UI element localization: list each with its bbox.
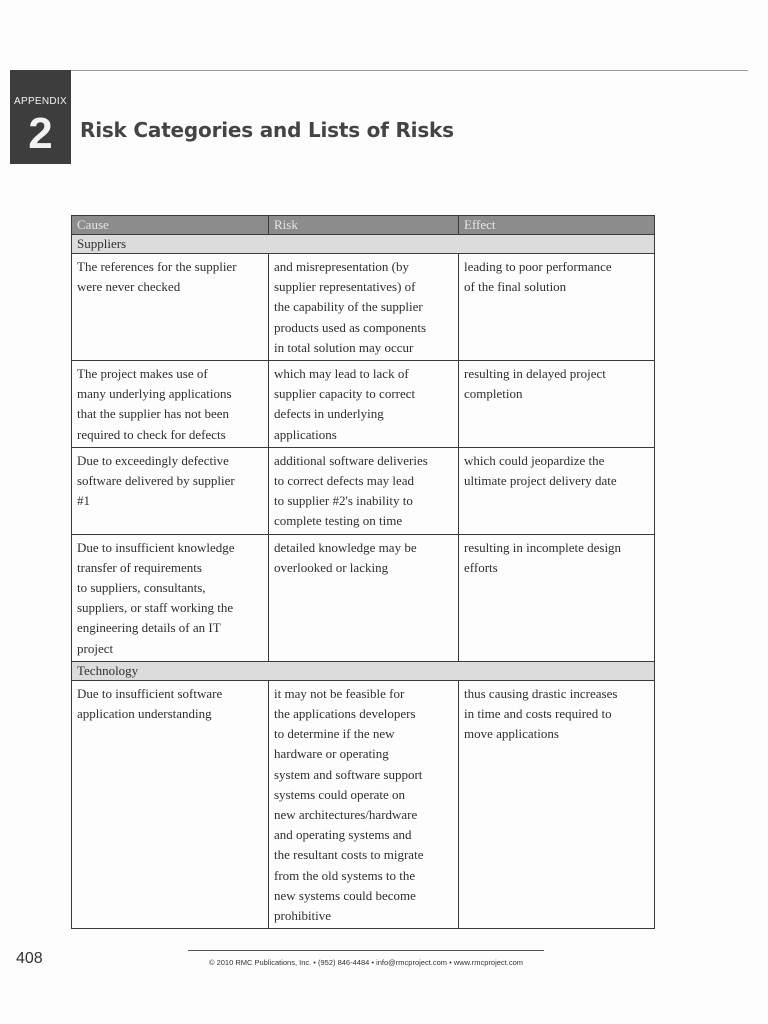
- effect-cell: thus causing drastic increases in time and costs required to move applications: [459, 680, 655, 928]
- header-risk: Risk: [269, 216, 459, 235]
- table-row: [72, 361, 655, 448]
- risk-cell: which may lead to lack of supplier capacity to correct defects in underlying applications: [269, 361, 459, 448]
- table-row: [72, 254, 655, 361]
- effect-cell: resulting in delayed project completion: [459, 361, 655, 448]
- section-row-technology: [72, 661, 655, 680]
- cause-cell: The project makes use of many underlying applications that the supplier has not been required to check for defects: [72, 361, 269, 448]
- risk-cell: and misrepresentation (by supplier representatives) of the capability of the supplier products used as components in total solution may occur: [269, 254, 459, 361]
- cause-cell: The references for the supplier were never checked: [72, 254, 269, 361]
- table-header-row: [72, 216, 655, 235]
- appendix-badge: [10, 70, 71, 164]
- footer-copyright: © 2010 RMC Publications, Inc. • (952) 846-4484 • info@rmcproject.com • www.rmcproject.com: [208, 958, 524, 967]
- section-label: Suppliers: [72, 235, 655, 254]
- cause-cell: Due to insufficient knowledge transfer of requirements to suppliers, consultants, suppliers, or staff working the engineering details of an IT project: [72, 534, 269, 661]
- top-rule: [10, 70, 748, 71]
- risk-table: [71, 215, 655, 929]
- header-cause: Cause: [72, 216, 269, 235]
- cause-cell: Due to insufficient software application understanding: [72, 680, 269, 928]
- risk-table-container: [71, 215, 654, 929]
- risk-cell: it may not be feasible for the applications developers to determine if the new hardware or operating system and software support systems could operate on new architectures/hardware and operating systems and the resultant costs to migrate from the old systems to the new systems could become prohibitive: [269, 680, 459, 928]
- footer-rule: [188, 950, 544, 951]
- table-row: [72, 447, 655, 534]
- effect-cell: resulting in incomplete design efforts: [459, 534, 655, 661]
- effect-cell: which could jeopardize the ultimate project delivery date: [459, 447, 655, 534]
- section-row-suppliers: [72, 235, 655, 254]
- appendix-number: 2: [28, 109, 53, 158]
- cause-cell: Due to exceedingly defective software delivered by supplier #1: [72, 447, 269, 534]
- page-number: 408: [16, 950, 43, 967]
- header-effect: Effect: [459, 216, 655, 235]
- table-row: [72, 534, 655, 661]
- section-label: Technology: [72, 661, 655, 680]
- appendix-label: APPENDIX: [14, 96, 67, 107]
- table-row: [72, 680, 655, 928]
- risk-cell: detailed knowledge may be overlooked or lacking: [269, 534, 459, 661]
- risk-cell: additional software deliveries to correct defects may lead to supplier #2's inability to complete testing on time: [269, 447, 459, 534]
- page-title: Risk Categories and Lists of Risks: [80, 118, 454, 142]
- effect-cell: leading to poor performance of the final solution: [459, 254, 655, 361]
